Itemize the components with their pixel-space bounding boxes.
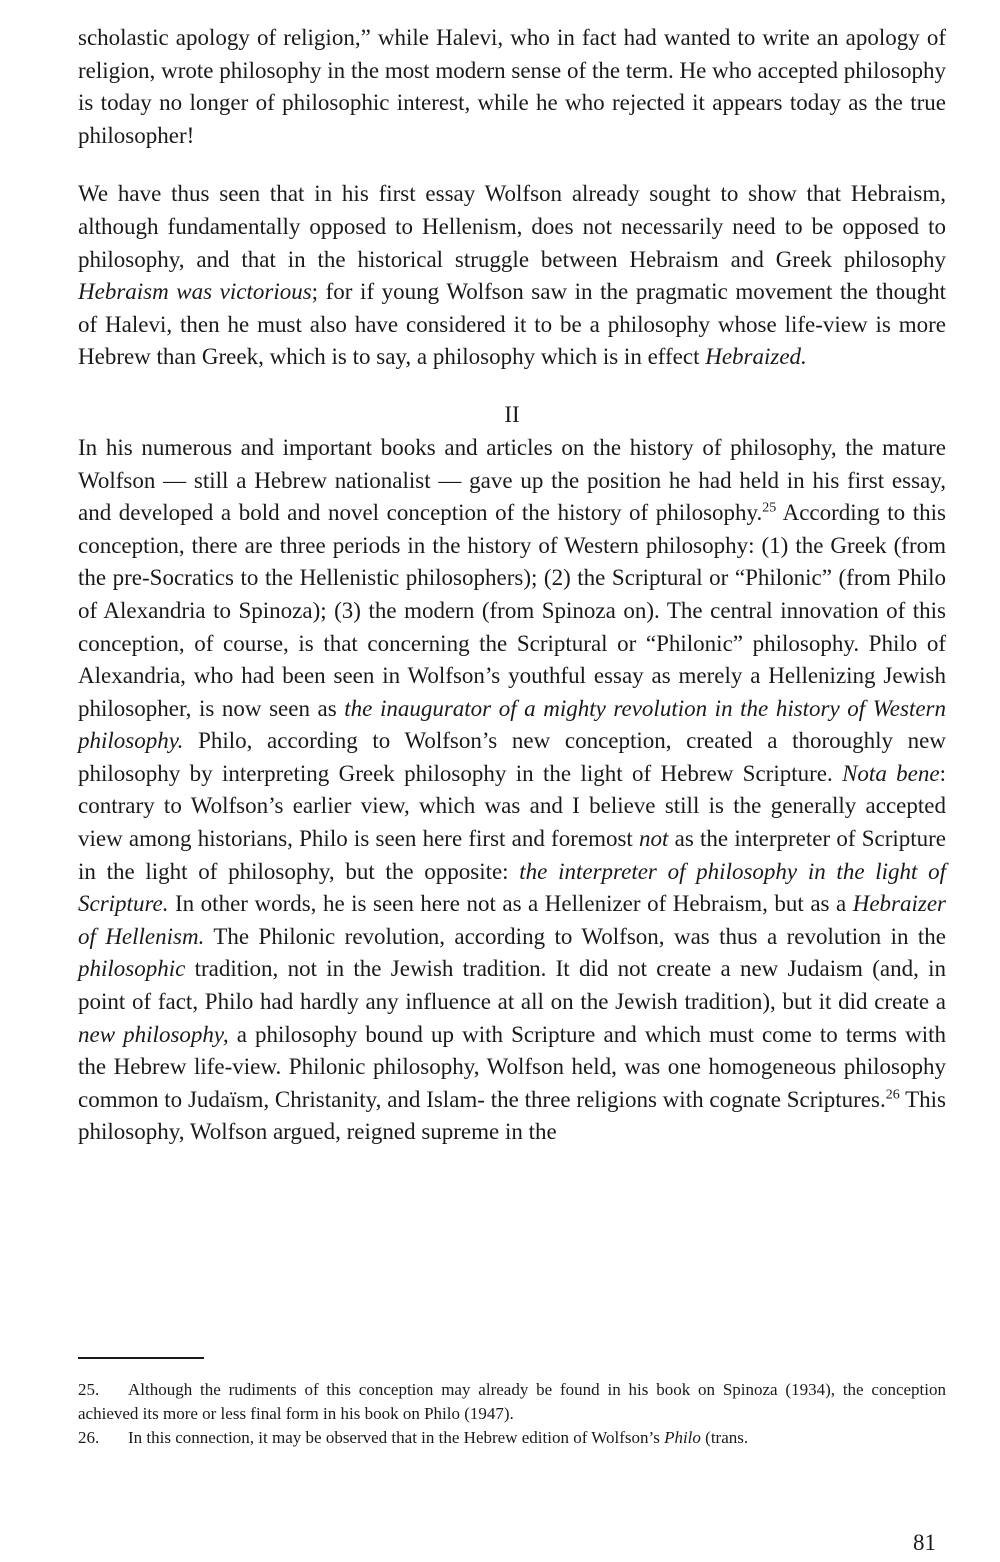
paragraph xyxy=(78,178,946,374)
text-run: as the interpreter of Scripture in the light of philosophy, but the opposite: xyxy=(78,826,946,884)
text-run: In other words, he is seen here not as a Hellenizer of Hebraism, but as a xyxy=(168,891,853,917)
footnote xyxy=(78,1426,946,1450)
italic-text: not xyxy=(639,826,669,852)
footnote-ref: 26 xyxy=(885,1087,900,1103)
text-run: The Philonic revolution, according to Wolfson, was thus a revolution in the xyxy=(204,923,946,949)
page-body xyxy=(78,22,946,1149)
text-run: Philo, according to Wolfson’s new conception, created a thoroughly new philosophy by interpreting Greek philosophy in the light of Hebrew Scripture. xyxy=(78,728,946,786)
italic-text: Nota bene xyxy=(842,760,940,786)
paragraph xyxy=(78,22,946,152)
italic-text: Philo xyxy=(664,1428,701,1447)
text-run: This philosophy, Wolfson argued, reigned supreme in the xyxy=(78,1086,946,1145)
footnote xyxy=(78,1378,946,1426)
text-run: In this connection, it may be observed that in the Hebrew edition of Wolfson’s xyxy=(128,1428,665,1447)
text-run: In his numerous and important books and articles on the history of philosophy, the mature Wolfson — still a Hebrew nationalist — gave up the position he had held in his first essay, and developed a bold and novel conception of the history of philosophy. xyxy=(78,434,946,526)
page-number: 81 xyxy=(913,1530,936,1555)
italic-text: philosophic xyxy=(78,956,186,982)
text-run: According to this conception, there are three periods in the history of Western philosophy: (1) the Greek (from the pre-Socratics to the Hellenistic philosophers); (2) the Scriptural or “Philonic” (from Philo of Alexandria to Spinoza); (3) the modern (from Spinoza on). The central innovation of this conception, of course, is that concerning the Scriptural or “Philonic” philosophy. Philo of Alexandria, who had been seen in Wolfson’s youthful essay as merely a Hellenizing Jewish philosopher, is now seen as xyxy=(78,500,946,721)
text-run: : contrary to Wolfson’s earlier view, which was and I believe still is the generally accepted view among historians, Philo is seen here first and foremost xyxy=(78,760,946,852)
italic-text: new philosophy, xyxy=(78,1021,229,1047)
footnote-rule xyxy=(78,1357,204,1359)
text-run: tradition, not in the Jewish tradition. It did not create a new Judaism (and, in point of fact, Philo had hardly any influence at all on the Jewish tradition), but it did create a xyxy=(78,956,946,1015)
italic-text: Hebraized. xyxy=(705,344,807,370)
italic-text: Hebraism was victorious xyxy=(78,279,312,305)
italic-text: the interpreter of philosophy in the light of Scripture. xyxy=(78,858,946,917)
section-body xyxy=(78,432,946,1149)
italic-text: Hebraizer of Hellenism. xyxy=(78,891,946,949)
footnote-number: 26. xyxy=(78,1428,100,1447)
footnote-number: 25. xyxy=(78,1380,100,1399)
text-run: We have thus seen that in his first essay Wolfson already sought to show that Hebraism, although fundamentally opposed to Hellenism, does not necessarily need to be opposed to philosophy, and that in the historical struggle between Hebraism and Greek philosophy xyxy=(78,181,946,272)
footnote-ref: 25 xyxy=(762,500,777,516)
paragraph xyxy=(78,432,946,1149)
text-run: scholastic apology of religion,” while Halevi, who in fact had wanted to write an apology of religion, wrote philosophy in the most modern sense of the term. He who accepted philosophy is today no longer of philosophic interest, while he who rejected it appears today as the true philosopher! xyxy=(78,25,946,148)
body-text-top xyxy=(78,22,946,374)
section-heading: II xyxy=(504,401,520,427)
text-run: ; for if young Wolfson saw in the pragmatic movement the thought of Halevi, then he must also have considered it to be a philosophy whose life-view is more Hebrew than Greek, which is to say, a philosophy which is in effect xyxy=(78,279,946,370)
italic-text: the inaugurator of a mighty revolution in the history of Western philosophy. xyxy=(78,695,946,754)
footnotes xyxy=(78,1378,946,1450)
text-run: a philosophy bound up with Scripture and which must come to terms with the Hebrew life-view. Philonic philosophy, Wolfson held, was one homogeneous philosophy common to Judaïsm, Christanity, and Islam- the three religions with cognate Scriptures. xyxy=(78,1021,946,1112)
text-run: (trans. xyxy=(700,1428,749,1447)
text-run: Although the rudiments of this conception may already be found in his book on Spinoza (1934), the conception achieved its more or less final form in his book on Philo (1947). xyxy=(78,1380,946,1423)
